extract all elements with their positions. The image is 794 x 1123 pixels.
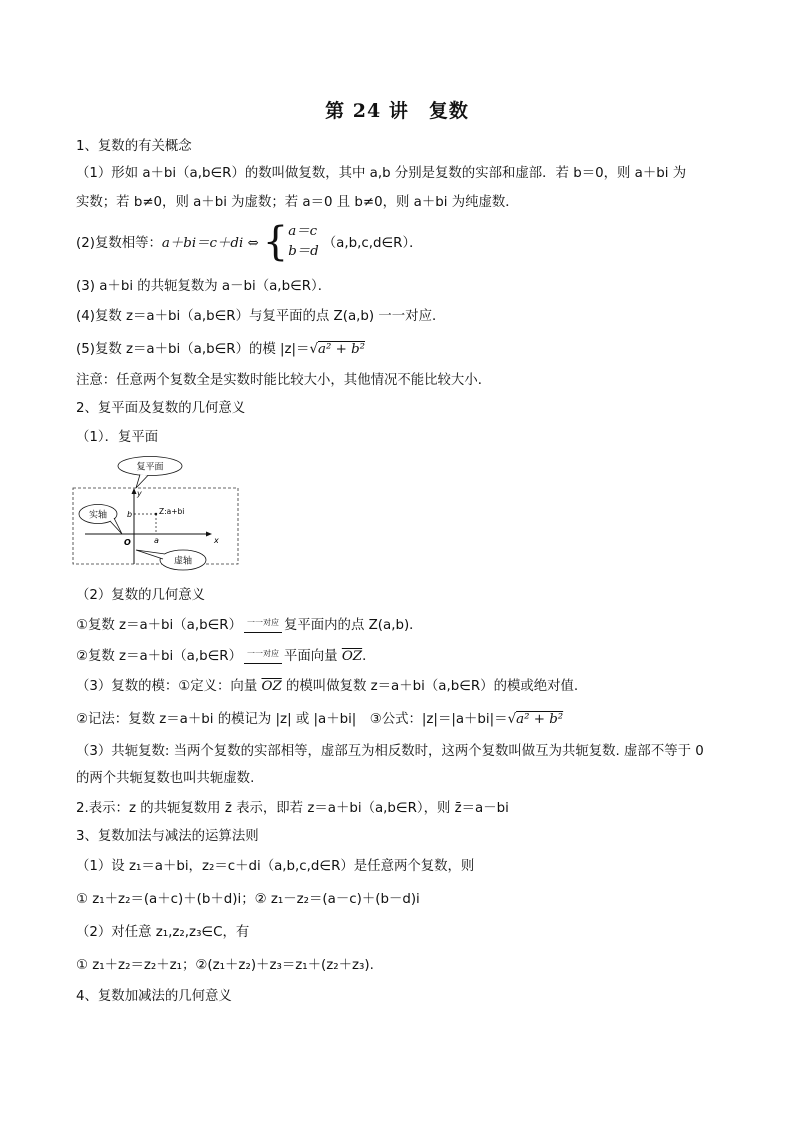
s3-line-4: ① z₁＋z₂＝z₂＋z₁；②(z₁＋z₂)＋z₃＝z₁＋(z₂＋z₃). [76, 958, 374, 973]
section-2-heading: 2、复平面及复数的几何意义 [76, 401, 246, 416]
a-label: a [154, 536, 159, 545]
y-axis-arrow [132, 488, 137, 494]
z-label: Z:a+bi [159, 507, 185, 516]
s1-line-6-prefix: (5)复数 z＝a＋bi（a,b∈R）的模 |z|＝ [76, 342, 310, 357]
s2-geo-1-prefix: ①复数 z＝a＋bi（a,b∈R） [76, 618, 242, 633]
s1-line-3 [76, 219, 726, 265]
s2-modulus-suffix: 的模叫做复数 z＝a＋bi（a,b∈R）的模或绝对值. [281, 679, 579, 694]
bubble-top-text: 复平面 [136, 462, 164, 473]
s1-line-4: (3) a＋bi 的共轭复数为 a－bi（a,b∈R）． [76, 279, 332, 294]
s1-note: 注意：任意两个复数全是实数时能比较大小，其他情况不能比较大小． [76, 373, 492, 388]
sqrt-radicand-2: a² + b² [516, 712, 564, 727]
vector-oz: $\overline{OZ}$ [341, 649, 363, 664]
s1-line-3-suffix: （a,b,c,d∈R）． [322, 236, 423, 251]
vector-oz-2: $\overline{OZ}$ [261, 679, 282, 694]
s3-line-2: ① z₁＋z₂＝(a＋c)＋(b＋d)i；② z₁－z₂＝(a－c)＋(b－d)i [76, 892, 420, 907]
s1-line-6 [76, 341, 726, 359]
b-label: b [127, 510, 133, 519]
correspondence-arrow-2: 一一对应 [244, 645, 282, 664]
s2-geo-2-end: ． [362, 649, 376, 664]
s1-line-3-equation: a＋bi＝c＋di ⇔ [161, 236, 259, 251]
complex-plane-diagram [70, 454, 245, 576]
bubble-bottom-text: 虚轴 [173, 556, 193, 567]
bubble-left-tail [110, 518, 122, 534]
s2-notation-prefix: ②记法：复数 z＝a＋bi 的模记为 |z| 或 |a＋bi| ③公式：|z|＝|a＋bi|＝ [76, 712, 508, 727]
s2-geo-2-prefix: ②复数 z＝a＋bi（a,b∈R） [76, 649, 242, 664]
s2-representation: 2.表示：z 的共轭复数用 z̄ 表示，即若 z＝a＋bi（a,b∈R），则 z̄＝a－bi [76, 801, 509, 816]
section-1-heading: 1、复数的有关概念 [76, 139, 192, 154]
bubble-top-tail [136, 475, 148, 489]
s2-modulus [76, 678, 726, 696]
sqrt-radicand: a² + b² [317, 342, 366, 357]
s2-geo-2 [76, 645, 726, 666]
equation-system [262, 219, 319, 265]
system-row-2: b＝d [288, 244, 319, 259]
s2-modulus-prefix: （3）复数的模：①定义：向量 [76, 679, 262, 694]
s3-line-3: （2）对任意 z₁,z₂,z₃∈C，有 [76, 925, 250, 940]
s2-conjugate-1: （3）共轭复数: 当两个复数的实部相等，虚部互为相反数时，这两个复数叫做互为共轭复数. 虚部不等于 0 [76, 744, 704, 759]
bubble-bottom-tail [136, 550, 165, 559]
section-4-heading: 4、复数加减法的几何意义 [76, 989, 232, 1004]
s2-notation [76, 711, 726, 729]
sqrt-expression-2: √a² + b² [507, 712, 564, 727]
brace-glyph: { [262, 219, 289, 265]
point-z [155, 513, 157, 515]
s2-conjugate-2: 的两个共轭复数也叫共轭虚数. [76, 771, 255, 786]
section-3-heading: 3、复数加法与减法的运算法则 [76, 829, 259, 844]
sqrt-expression: √a² + b² [309, 342, 366, 357]
s3-line-1: （1）设 z₁＝a＋bi，z₂＝c＋di（a,b,c,d∈R）是任意两个复数，则 [76, 859, 475, 874]
s2-sub-1: （1）．复平面 [76, 430, 159, 445]
s1-line-3-prefix: (2)复数相等： [76, 236, 162, 251]
origin-label: O [124, 538, 131, 547]
correspondence-arrow-1: 一一对应 [244, 614, 282, 633]
s1-line-1: （1）形如 a＋bi（a,b∈R）的数叫做复数，其中 a,b 分别是复数的实部和虚部．若 b＝0，则 a＋bi 为 [76, 166, 687, 181]
bubble-left-text: 实轴 [88, 510, 108, 521]
x-axis-arrow [206, 532, 212, 537]
s2-geo-2-mid: 平面向量 [284, 649, 342, 664]
system-row-1: a＝c [288, 224, 318, 239]
s2-geo-1-suffix: 复平面内的点 Z(a,b)． [284, 618, 423, 633]
y-label: y [137, 489, 142, 498]
s2-geo-1 [76, 614, 726, 635]
x-label: x [214, 536, 219, 545]
s1-line-2: 实数；若 b≠0，则 a＋bi 为虚数；若 a＝0 且 b≠0，则 a＋bi 为纯虚数． [76, 195, 519, 210]
s2-sub-2: （2）复数的几何意义 [76, 588, 206, 603]
s1-line-5: (4)复数 z＝a＋bi（a,b∈R）与复平面的点 Z(a,b) 一一对应． [76, 309, 446, 324]
page-title: 第 24 讲 复数 [325, 100, 469, 122]
